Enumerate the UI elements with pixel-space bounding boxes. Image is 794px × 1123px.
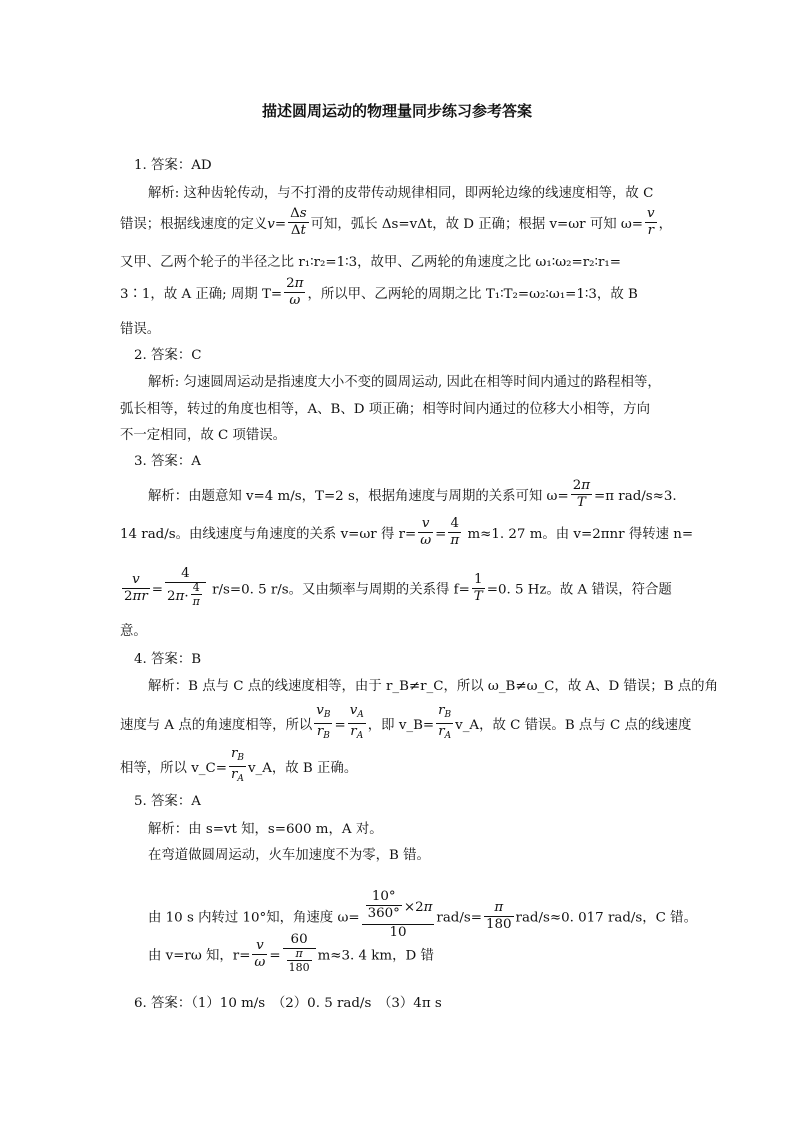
fraction-ds-dt: $\frac{\Delta s}{\Delta t}$ [290,206,307,238]
fraction-2pi-T: $\frac{2\pi}{T}$ [572,478,591,510]
fraction-vB-rB: $\frac{v_B}{r_B}$ [316,703,331,741]
fraction-4-pi: $\frac{4}{\pi}$ [450,516,460,548]
q1-line-2: 错误；根据线速度的定义v= $\frac{\Delta s}{\Delta t}$ 可知，弧长 Δs=vΔt，故 D 正确；根据 v=ωr 可知 ω= $\frac{v}{r}$ ， [120,206,672,238]
q4-line-3: 相等，所以 v_C= $\frac{r_B}{r_A}$ v_A，故 B 正确。 [120,748,357,789]
fraction-vA-rA: $\frac{v_A}{r_A}$ [349,703,364,741]
q5-answer: 5. 答案：A [134,794,201,809]
fraction-60-over-pi-180: $\frac{60}{\frac{\pi}{180}}$ [283,932,316,976]
q3-line-3: $\frac{v}{2\pi r}$ = 4 2π· $\frac{4}{\pi}$ r/s=0. 5 r/s。又由频率与周期的关系得 f= $\frac{1}{T}$ =0. 5 Hz。故 A 错误，符合题 [124,566,672,608]
fraction-rB-rA-2: $\frac{r_B}{r_A}$ [230,746,244,784]
q4-answer: 4. 答案：B [134,652,202,667]
q2-line-3: 不一定相同，故 C 项错误。 [120,428,287,443]
q5-line-4: 由 v=rω 知，r= $\frac{v}{\omega}$ = $\frac{60}{\frac{\pi}{180}}$ m≈3. 4 km，D 错 [148,932,434,974]
q5-line-2: 在弯道做圆周运动，火车加速度不为零，B 错。 [148,848,430,863]
q3-answer: 3. 答案：A [134,454,201,469]
fraction-rB-rA: $\frac{r_B}{r_A}$ [438,703,452,741]
q5-line-1: 解析：由 s=vt 知，s=600 m，A 对。 [148,822,383,837]
q2-line-2: 弧长相等，转过的角度也相等，A、B、D 项正确；相等时间内通过的位移大小相等，方向 [120,402,650,417]
q1-line-3: 又甲、乙两个轮子的半径之比 r₁∶r₂=1∶3，故甲、乙两轮的角速度之比 ω₁∶ω₂=r₂∶r₁= [120,255,621,270]
q1-answer: 1. 答案：AD [134,158,212,173]
q2-answer: 2. 答案：C [134,348,202,363]
q6-answer: 6. 答案：（1）10 m/s （2）0. 5 rad/s （3）4π s [134,996,442,1011]
q5-line-3: 由 10 s 内转过 10°知，角速度 ω= $\frac{10^\circ}{360^\circ}$ ×2π 10 rad/s= $\frac{\pi}{180}$ rad/s≈0. 017 rad/s，C 错。 [148,889,697,940]
page-title: 描述圆周运动的物理量同步练习参考答案 [261,102,532,120]
fraction-v-r: $\frac{v}{r}$ [647,206,655,238]
fraction-v-omega-2: $\frac{v}{\omega}$ [254,937,266,970]
fraction-2pi-omega: $\frac{2\pi}{\omega}$ [286,276,304,308]
q1-line-1: 解析: 这种齿轮传动，与不打滑的皮带传动规律相同，即两轮边缘的线速度相等，故 C [148,186,654,201]
q4-line-1: 解析：B 点与 C 点的线速度相等，由于 r_B≠r_C，所以 ω_B≠ω_C，故 A、D 错误；B 点的角 [148,679,718,694]
fraction-angle-over-10: $\frac{10^\circ}{360^\circ}$ ×2π 10 [362,891,435,941]
q3-line-1: 解析：由题意知 v=4 m/s，T=2 s，根据角速度与周期的关系可知 ω= $\frac{2\pi}{T}$ =π rad/s≈3. [148,478,677,510]
q3-line-4: 意。 [120,624,147,639]
q3-line-2: 14 rad/s。由线速度与角速度的关系 v=ωr 得 r= $\frac{v}{\omega}$ = $\frac{4}{\pi}$ m≈1. 27 m。由 v=2πnr 得转速 n= [120,516,694,548]
q1-line-5: 错误。 [120,322,161,337]
fraction-v-omega: $\frac{v}{\omega}$ [420,516,432,548]
q4-line-2: 速度与 A 点的角速度相等，所以 $\frac{v_B}{r_B}$ = $\frac{v_A}{r_A}$ ，即 v_B= $\frac{r_B}{r_A}$ v_A，故 C 错误。B 点与 C 点的线速度 [120,705,691,746]
fraction-v-2pir: $\frac{v}{2\pi r}$ [124,571,148,604]
fraction-1-T: $\frac{1}{T}$ [473,571,483,604]
fraction-4-over-2pi-4-pi: 4 2π· $\frac{4}{\pi}$ [165,566,206,610]
q2-line-1: 解析: 匀速圆周运动是指速度大小不变的圆周运动, 因此在相等时间内通过的路程相等， [148,375,661,390]
q1-line-4: 3∶1，故 A 正确; 周期 T= $\frac{2\pi}{\omega}$ ，所以甲、乙两轮的周期之比 T₁∶T₂=ω₂∶ω₁=1∶3，故 B [120,276,638,308]
fraction-pi-180: $\frac{\pi}{180}$ [485,899,512,932]
